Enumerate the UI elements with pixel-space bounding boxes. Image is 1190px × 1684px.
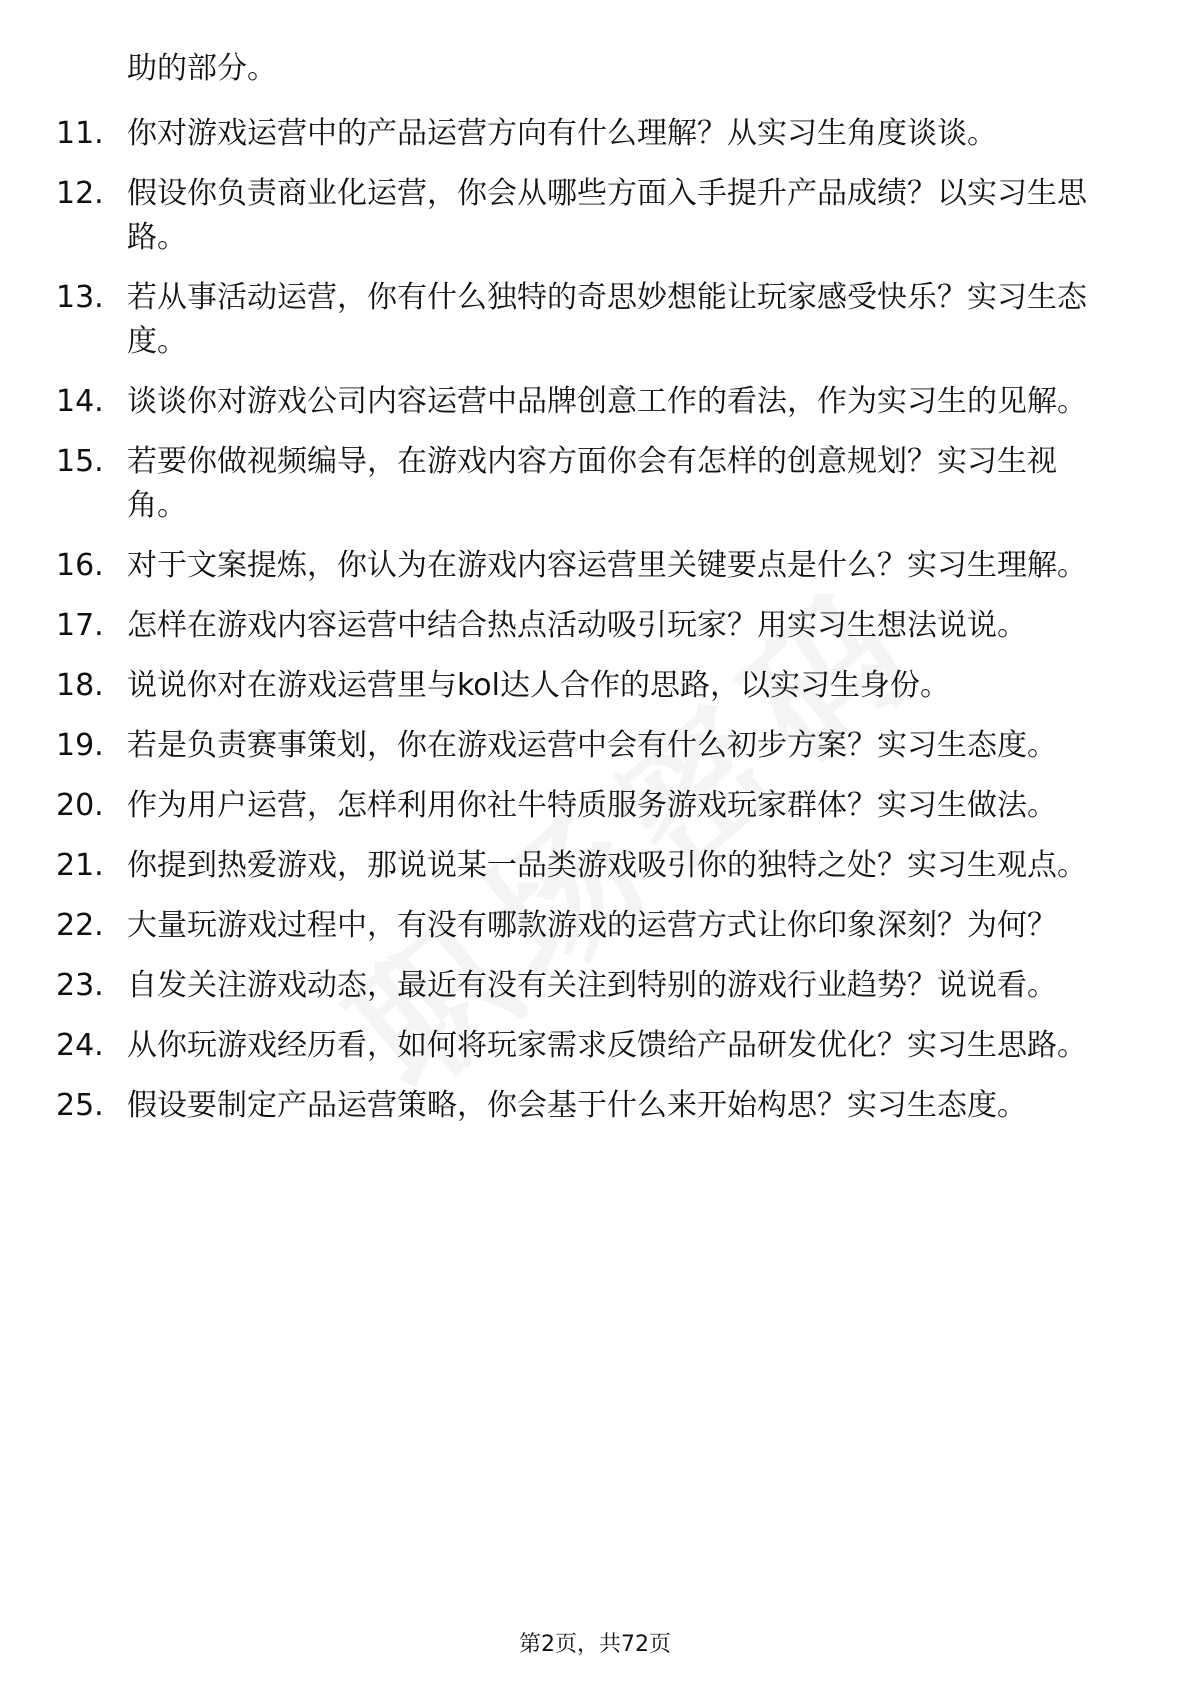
question-text: 怎样在游戏内容运营中结合热点活动吸引玩家？用实习生想法说说。: [127, 608, 1027, 643]
question-text: 大量玩游戏过程中，有没有哪款游戏的运营方式让你印象深刻？为何？: [127, 908, 1057, 943]
page-footer: 第2页，共72页: [519, 1632, 671, 1657]
question-text: 从你玩游戏经历看，如何将玩家需求反馈给产品研发优化？实习生思路。: [127, 1028, 1087, 1063]
question-number: 14.: [56, 384, 104, 419]
question-text: 假设你负责商业化运营，你会从哪些方面入手提升产品成绩？以实习生思路。: [127, 176, 1087, 255]
question-text: 若要你做视频编导，在游戏内容方面你会有怎样的创意规划？实习生视角。: [127, 444, 1057, 523]
list-item: [0, 440, 1190, 528]
list-item: [0, 1084, 1190, 1128]
question-number: 22.: [56, 908, 104, 943]
list-item: [0, 604, 1190, 648]
question-number: 12.: [56, 176, 104, 211]
list-item: [0, 964, 1190, 1008]
list-item: [0, 112, 1190, 156]
question-number: 15.: [56, 444, 104, 479]
question-text: 作为用户运营，怎样利用你社牛特质服务游戏玩家群体？实习生做法。: [127, 788, 1057, 823]
continued-question-text: 助的部分。: [127, 51, 277, 86]
question-number: 18.: [56, 668, 104, 703]
list-item: [0, 784, 1190, 828]
list-item: [0, 380, 1190, 424]
question-number: 16.: [56, 548, 104, 583]
question-number: 21.: [56, 848, 104, 883]
question-text: 你提到热爱游戏，那说说某一品类游戏吸引你的独特之处？实习生观点。: [127, 848, 1087, 883]
question-text: 对于文案提炼，你认为在游戏内容运营里关键要点是什么？实习生理解。: [127, 548, 1087, 583]
question-number: 19.: [56, 728, 104, 763]
list-item: [0, 664, 1190, 708]
question-number: 20.: [56, 788, 104, 823]
question-number: 13.: [56, 280, 104, 315]
question-number: 25.: [56, 1088, 104, 1123]
question-number: 23.: [56, 968, 104, 1003]
question-number: 24.: [56, 1028, 104, 1063]
list-item: [0, 544, 1190, 588]
question-text: 若是负责赛事策划，你在游戏运营中会有什么初步方案？实习生态度。: [127, 728, 1057, 763]
question-text: 若从事活动运营，你有什么独特的奇思妙想能让玩家感受快乐？实习生态度。: [127, 280, 1087, 359]
question-text: 你对游戏运营中的产品运营方向有什么理解？从实习生角度谈谈。: [127, 116, 997, 151]
list-item: [0, 1024, 1190, 1068]
list-item: [0, 172, 1190, 260]
question-text: 自发关注游戏动态，最近有没有关注到特别的游戏行业趋势？说说看。: [127, 968, 1057, 1003]
question-text: 谈谈你对游戏公司内容运营中品牌创意工作的看法，作为实习生的见解。: [127, 384, 1087, 419]
question-number: 17.: [56, 608, 104, 643]
list-item: [0, 724, 1190, 768]
list-item: [0, 844, 1190, 888]
question-number: 11.: [56, 116, 104, 151]
list-item: [0, 276, 1190, 364]
question-list: [0, 112, 1190, 1144]
list-item: [0, 904, 1190, 948]
question-text: 假设要制定产品运营策略，你会基于什么来开始构思？实习生态度。: [127, 1088, 1027, 1123]
question-text: 说说你对在游戏运营里与kol达人合作的思路，以实习生身份。: [127, 668, 950, 703]
